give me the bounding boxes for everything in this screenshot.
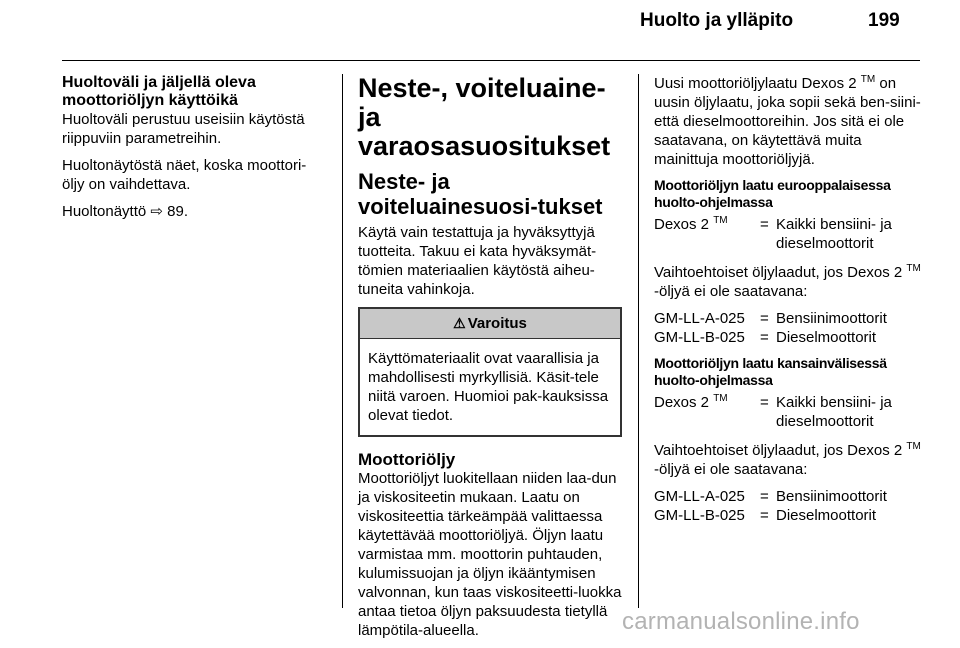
section-title-fluids: Neste- ja voiteluainesuosi-tukset xyxy=(358,169,603,219)
paragraph-reference xyxy=(62,202,326,221)
spec-row: GM-LL-A-025 = Bensiinimoottorit xyxy=(654,310,887,327)
oil-section-europe xyxy=(654,177,924,347)
warning-header xyxy=(360,309,620,338)
page-reference-icon: ⇨ xyxy=(150,203,163,220)
dexos-row: Dexos 2 ™ = Kaikki bensiini- ja dieselmoottorit xyxy=(654,393,892,430)
paragraph: Huoltonäytöstä näet, koska moottori-öljy on vaihdettava. xyxy=(62,157,307,193)
column-divider-2 xyxy=(638,74,639,608)
column-right xyxy=(654,74,924,525)
alternative-oils-note: Vaihtoehtoiset öljylaadut, jos Dexos 2 ™ -öljyä ei ole saatavana: xyxy=(654,441,921,478)
dexos-row: Dexos 2 ™ = Kaikki bensiini- ja dieselmoottorit xyxy=(654,215,892,252)
reference-text: Huoltonäyttö xyxy=(62,203,147,220)
alternative-oils-note: Vaihtoehtoiset öljylaadut, jos Dexos 2 ™ -öljyä ei ole saatavana: xyxy=(654,263,921,300)
spec-row: GM-LL-B-025 = Dieselmoottorit xyxy=(654,329,877,346)
oil-section-title: Moottoriöljyn laatu eurooppalaisessa huolto-ohjelmassa xyxy=(654,177,891,210)
page-header-title: Huolto ja ylläpito xyxy=(640,10,794,31)
paragraph: Huoltoväli perustuu useisiin käytöstä riippuviin parametreihin. xyxy=(62,111,305,147)
warning-body: Käyttömateriaalit ovat vaarallisia ja mahdollisesti myrkyllisiä. Käsit-tele niitä varoen. Huomioi pak-kauksissa olevat tiedot. xyxy=(360,338,620,435)
header-rule xyxy=(62,60,920,61)
page-number: 199 xyxy=(868,10,900,31)
spec-row: GM-LL-B-025 = Dieselmoottorit xyxy=(654,507,877,524)
watermark: carmanualsonline.info xyxy=(622,608,860,635)
column-divider-1 xyxy=(342,74,343,608)
paragraph-dexos-intro: Uusi moottoriöljylaatu Dexos 2 ™ on uusin öljylaatu, joka sopii sekä ben-siini- että dieselmoottoreihin. Jos sitä ei ole saatavana, on käytettävä muita mainittuja moottoriöljyjä. xyxy=(654,74,921,168)
warning-box xyxy=(358,307,622,437)
reference-page-link[interactable]: 89. xyxy=(167,203,189,220)
section-heading-service-interval: Huoltoväli ja jäljellä oleva moottoriöljyn käyttöikä xyxy=(62,74,256,109)
oil-section-title: Moottoriöljyn laatu kansainvälisessä huolto-ohjelmassa xyxy=(654,355,887,388)
warning-title: Varoitus xyxy=(467,315,527,332)
column-left xyxy=(62,74,326,229)
paragraph: Käytä vain testattuja ja hyväksyttyjä tuotteita. Takuu ei kata hyväksymät-tömien materiaalien käytöstä aiheu-tuneita vahinkoja. xyxy=(358,224,597,298)
spec-row: GM-LL-A-025 = Bensiinimoottorit xyxy=(654,488,887,505)
paragraph: Moottoriöljyt luokitellaan niiden laa-dun ja viskositeetin mukaan. Laatu on viskositeettia tärkeämpää valittaessa käytettävää moottoriöljyä. Öljyn laatu varmistaa mm. moottorin puhtauden, kulumissuojan ja öljyn ikääntymisen valvonnan, kun taas viskositeetti-luokka antaa tietoa öljyn paksuudesta tietyllä lämpötila-alueella. xyxy=(358,470,622,639)
oil-section-international xyxy=(654,355,924,525)
chapter-title: Neste-, voiteluaine- ja varaosasuositukset xyxy=(358,73,611,161)
column-middle xyxy=(358,74,622,648)
warning-triangle-icon: ⚠ xyxy=(453,315,466,331)
subsection-title-engine-oil: Moottoriöljy xyxy=(358,450,456,469)
